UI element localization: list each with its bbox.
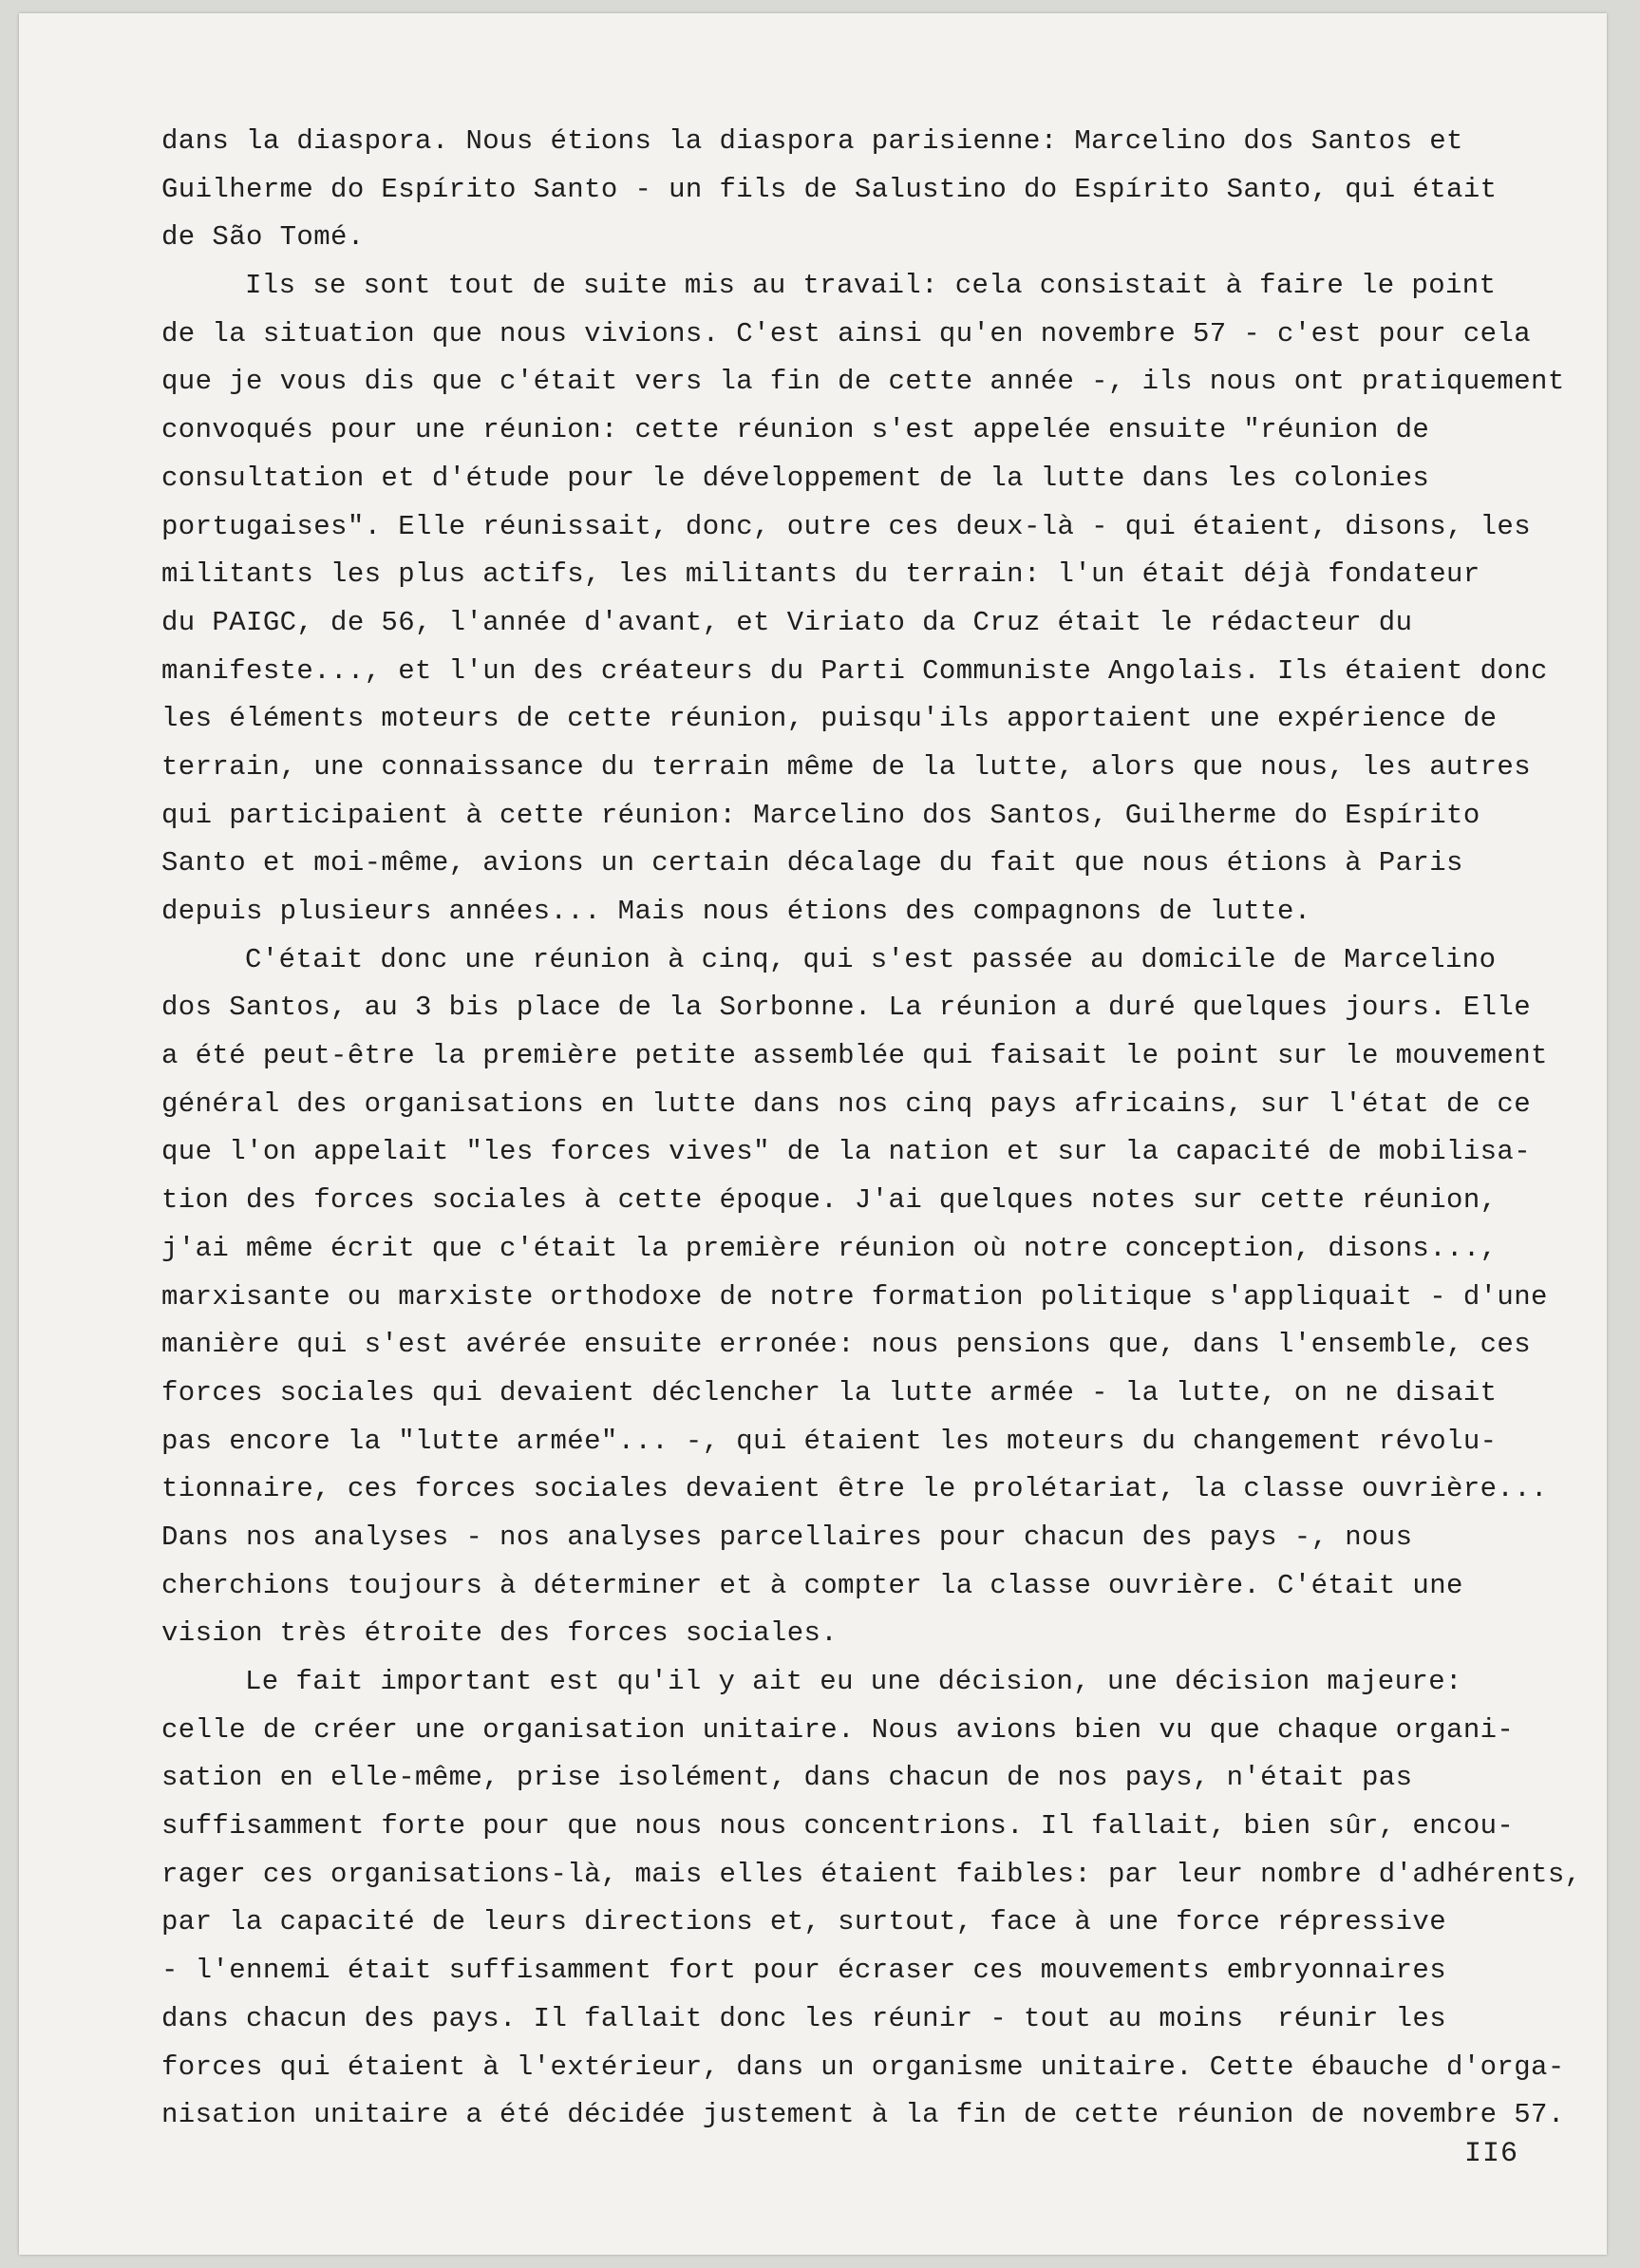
body-text xyxy=(161,118,1605,2140)
text-line: du PAIGC, de 56, l'année d'avant, et Viriato da Cruz était le rédacteur du xyxy=(161,606,1413,638)
paragraph-start-line: Le fait important est qu'il y ait eu une décision, une décision majeure: xyxy=(245,1666,1462,1697)
text-line: que l'on appelait "les forces vives" de la nation et sur la capacité de mobilisa- xyxy=(161,1136,1532,1168)
text-line: Dans nos analyses - nos analyses parcellaires pour chacun des pays -, nous xyxy=(161,1521,1413,1553)
text-line: de São Tomé. xyxy=(161,221,365,254)
text-line: cherchions toujours à déterminer et à compter la classe ouvrière. C'était une xyxy=(161,1569,1463,1601)
text-line: suffisamment forte pour que nous nous concentrions. Il fallait, bien sûr, encou- xyxy=(161,1810,1515,1843)
text-line: convoqués pour une réunion: cette réunion s'est appelée ensuite "réunion de xyxy=(161,414,1430,446)
text-line: celle de créer une organisation unitaire. Nous avions bien vu que chaque organi- xyxy=(161,1713,1515,1746)
text-line: général des organisations en lutte dans nos cinq pays africains, sur l'état de ce xyxy=(161,1087,1532,1120)
paragraph-start-line: C'était donc une réunion à cinq, qui s'est passée au domicile de Marcelino xyxy=(245,943,1497,975)
text-line: dans chacun des pays. Il fallait donc les réunir - tout au moins réunir les xyxy=(161,2002,1447,2034)
text-line: marxisante ou marxiste orthodoxe de notre formation politique s'appliquait - d'une xyxy=(161,1280,1548,1313)
text-line: de la situation que nous vivions. C'est ainsi qu'en novembre 57 - c'est pour cela xyxy=(161,317,1532,350)
text-line: que je vous dis que c'était vers la fin de cette année -, ils nous ont pratiquement xyxy=(161,366,1565,398)
text-line: manière qui s'est avérée ensuite erronée: nous pensions que, dans l'ensemble, ces xyxy=(161,1329,1532,1361)
paragraph-start-line: Ils se sont tout de suite mis au travail: cela consistait à faire le point xyxy=(245,270,1497,302)
text-line: par la capacité de leurs directions et, surtout, face à une force répressive xyxy=(161,1906,1447,1938)
text-line: a été peut-être la première petite assemblée qui faisait le point sur le mouvement xyxy=(161,1040,1548,1072)
document-page xyxy=(19,13,1607,2255)
text-line: tionnaire, ces forces sociales devaient être le prolétariat, la classe ouvrière... xyxy=(161,1473,1548,1505)
text-line: militants les plus actifs, les militants du terrain: l'un était déjà fondateur xyxy=(161,558,1480,591)
text-line: depuis plusieurs années... Mais nous étions des compagnons de lutte. xyxy=(161,896,1311,927)
text-line: j'ai même écrit que c'était la première réunion où notre conception, disons..., xyxy=(161,1232,1498,1264)
page-number: II6 xyxy=(1464,2138,1519,2170)
text-line: forces qui étaient à l'extérieur, dans un organisme unitaire. Cette ébauche d'orga- xyxy=(161,2051,1565,2083)
text-line: rager ces organisations-là, mais elles étaient faibles: par leur nombre d'adhérents, xyxy=(161,1858,1582,1890)
text-line: terrain, une connaissance du terrain même de la lutte, alors que nous, les autres xyxy=(161,750,1532,783)
text-line: sation en elle-même, prise isolément, dans chacun de nos pays, n'était pas xyxy=(161,1762,1413,1794)
text-line: dos Santos, au 3 bis place de la Sorbonne. La réunion a duré quelques jours. Elle xyxy=(161,992,1532,1024)
text-line: portugaises". Elle réunissait, donc, outre ces deux-là - qui étaient, disons, les xyxy=(161,510,1532,542)
text-line: dans la diaspora. Nous étions la diaspora parisienne: Marcelino dos Santos et xyxy=(161,125,1463,157)
text-line: les éléments moteurs de cette réunion, puisqu'ils apportaient une expérience de xyxy=(161,703,1498,735)
text-line: Guilherme do Espírito Santo - un fils de Salustino do Espírito Santo, qui était xyxy=(161,173,1498,205)
text-line: pas encore la "lutte armée"... -, qui étaient les moteurs du changement révolu- xyxy=(161,1425,1498,1457)
text-line: manifeste..., et l'un des créateurs du Parti Communiste Angolais. Ils étaient donc xyxy=(161,654,1548,687)
text-line: forces sociales qui devaient déclencher la lutte armée - la lutte, on ne disait xyxy=(161,1376,1498,1408)
text-line: vision très étroite des forces sociales. xyxy=(161,1617,839,1650)
text-line: Santo et moi-même, avions un certain décalage du fait que nous étions à Paris xyxy=(161,847,1463,879)
text-line: consultation et d'étude pour le développement de la lutte dans les colonies xyxy=(161,462,1430,494)
text-line: qui participaient à cette réunion: Marcelino dos Santos, Guilherme do Espírito xyxy=(161,799,1480,831)
text-line: - l'ennemi était suffisamment fort pour écraser ces mouvements embryonnaires xyxy=(161,1955,1447,1987)
text-line: tion des forces sociales à cette époque. J'ai quelques notes sur cette réunion, xyxy=(161,1184,1498,1217)
text-line: nisation unitaire a été décidée justement à la fin de cette réunion de novembre 57. xyxy=(161,2099,1565,2131)
